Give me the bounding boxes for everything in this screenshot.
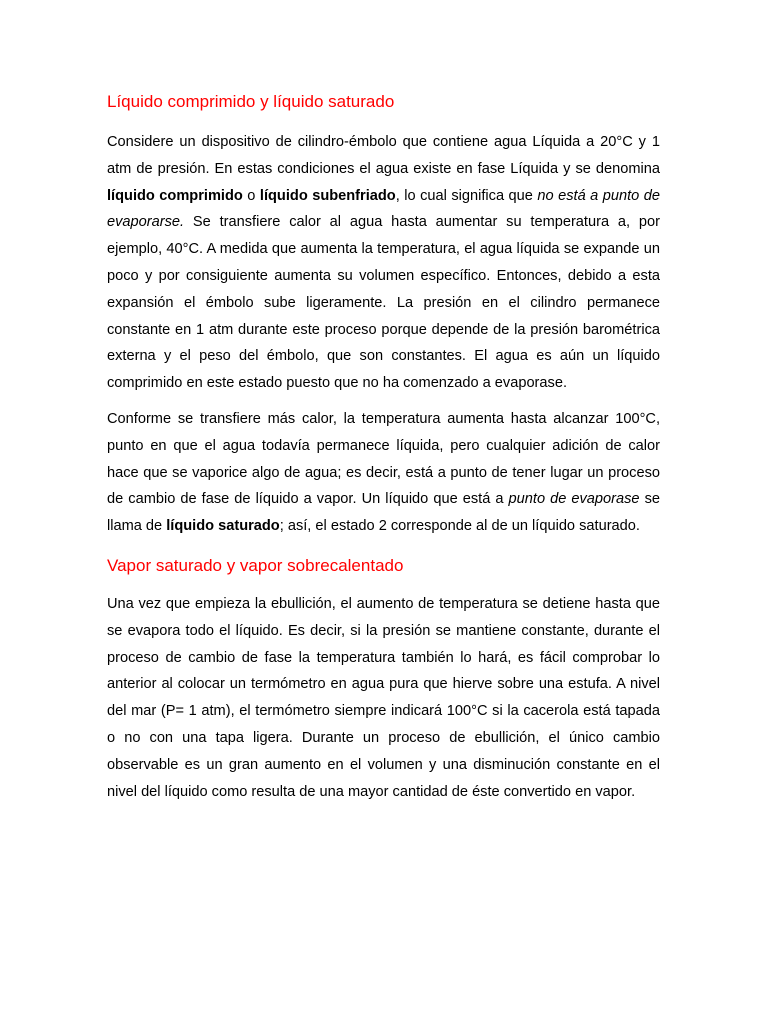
text-run: Conforme se transfiere más calor, la temperatura aumenta hasta alcanzar 100°C, punto en que el agua todavía permanece líquida, pero cualquier adición de calor hace que se vaporice algo de agua; es decir, está a punto de tener lugar un proceso de cambio de fase de líquido a vapor. Un líquido que está a (107, 410, 660, 508)
italic-phrase-no-evaporarse: no está a punto de evaporarse. (107, 187, 660, 231)
text-run: Se transfiere calor al agua hasta aumentar su temperatura a, por ejemplo, 40°C. A medida que aumenta la temperatura, el agua líquida se expande un poco y por consiguiente aumenta su volumen específico. Entonces, debido a esta expansión el émbolo sube ligeramente. La presión en el cilindro permanece constante en 1 atm durante este proceso porque depende de la presión barométrica externa y el peso del émbolo, que son constantes. El agua es aún un líquido comprimido en este estado puesto que no ha comenzado a evaporase. (107, 214, 660, 392)
paragraph-liquido-saturado (107, 406, 660, 540)
paragraph-liquido-comprimido (107, 129, 660, 397)
text-run: ; así, el estado 2 corresponde al de un líquido saturado. (279, 518, 640, 535)
section-heading-liquido-comprimido: Líquido comprimido y líquido saturado (107, 92, 395, 111)
bold-term-liquido-saturado: líquido saturado (166, 518, 280, 535)
text-run: , lo cual significa que (395, 187, 538, 204)
text-run: o (242, 187, 260, 204)
text-run: Considere un dispositivo de cilindro-émbolo que contiene agua Líquida a 20°C y 1 atm de presión. En estas condiciones el agua existe en fase Líquida y se denomina (107, 134, 660, 177)
bold-term-liquido-subenfriado: líquido subenfriado (259, 187, 396, 204)
paragraph-vapor-saturado (107, 591, 660, 805)
bold-term-liquido-comprimido: líquido comprimido (107, 187, 243, 204)
section-heading-vapor-saturado: Vapor saturado y vapor sobrecalentado (107, 555, 404, 575)
text-run: Una vez que empieza la ebullición, el aumento de temperatura se detiene hasta que se evapora todo el líquido. Es decir, si la presión se mantiene constante, durante el proceso de cambio de fase la temperatura también lo hará, es fácil comprobar lo anterior al colocar un termómetro en agua pura que hierve sobre una estufa. A nivel del mar (P= 1 atm), el termómetro siempre indicará 100°C si la cacerola está tapada o no con una tapa ligera. Durante un proceso de ebullición, el único cambio observable es un gran aumento en el volumen y una disminución constante en el nivel del líquido como resulta de una mayor cantidad de éste convertido en vapor. (107, 595, 660, 800)
italic-phrase-punto-de-evaporase: punto de evaporase (508, 491, 640, 508)
document-page (107, 88, 660, 814)
text-run: se llama de (107, 491, 661, 535)
